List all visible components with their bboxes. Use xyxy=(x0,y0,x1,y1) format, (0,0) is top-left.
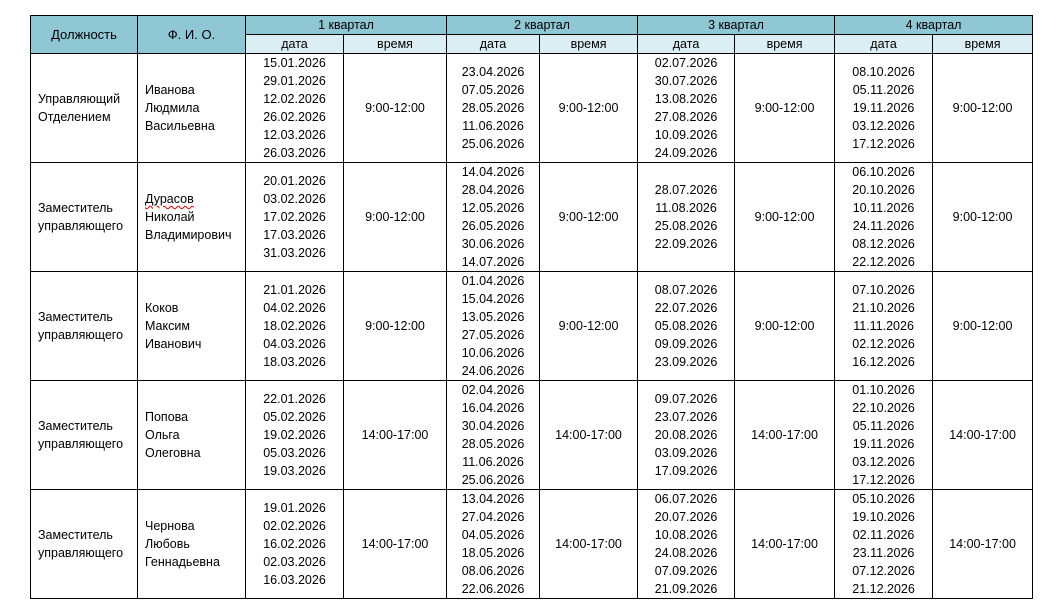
date-value: 11.11.2026 xyxy=(853,319,914,333)
patronymic: Геннадьевна xyxy=(145,555,220,569)
time-cell-q2: 9:00-12:00 xyxy=(540,54,638,163)
date-value: 23.04.2026 xyxy=(461,65,525,79)
date-value: 22.09.2026 xyxy=(654,237,718,251)
header-row-quarters xyxy=(31,16,1033,35)
date-value: 05.08.2026 xyxy=(654,319,718,333)
dates-cell-q2 xyxy=(447,490,540,599)
date-value: 19.01.2026 xyxy=(263,501,326,515)
date-value: 20.07.2026 xyxy=(654,510,718,524)
time-cell-q4: 9:00-12:00 xyxy=(933,272,1033,381)
header-date-q1: дата xyxy=(246,35,344,54)
date-value: 20.01.2026 xyxy=(263,174,326,188)
date-value: 03.12.2026 xyxy=(852,119,915,133)
date-value: 27.04.2026 xyxy=(461,510,525,524)
dates-cell-q3 xyxy=(638,490,735,599)
dates-cell-q1 xyxy=(246,272,344,381)
time-cell-q3: 9:00-12:00 xyxy=(735,163,835,272)
date-value: 11.06.2026 xyxy=(462,455,524,469)
position-cell xyxy=(31,163,138,272)
date-value: 19.10.2026 xyxy=(852,510,915,524)
first-name: Максим xyxy=(145,319,190,333)
surname: Иванова xyxy=(145,83,195,97)
fio-cell xyxy=(138,54,246,163)
header-date-q2: дата xyxy=(447,35,540,54)
time-cell-q2: 14:00-17:00 xyxy=(540,381,638,490)
date-value: 19.02.2026 xyxy=(263,428,326,442)
position-line: управляющего xyxy=(38,219,124,233)
date-value: 14.07.2026 xyxy=(461,255,525,269)
date-value: 15.01.2026 xyxy=(263,56,326,70)
position-line: Заместитель xyxy=(38,528,113,542)
date-value: 02.07.2026 xyxy=(654,56,718,70)
date-value: 23.09.2026 xyxy=(654,355,718,369)
patronymic: Васильевна xyxy=(145,119,215,133)
date-value: 05.11.2026 xyxy=(852,83,915,97)
time-cell-q1: 14:00-17:00 xyxy=(344,381,447,490)
dates-cell-q2 xyxy=(447,163,540,272)
date-value: 23.11.2026 xyxy=(852,546,915,560)
date-value: 21.09.2026 xyxy=(654,582,718,596)
date-value: 28.07.2026 xyxy=(654,183,718,197)
date-value: 13.05.2026 xyxy=(461,310,525,324)
header-quarter-4: 4 квартал xyxy=(835,16,1033,35)
date-value: 25.06.2026 xyxy=(461,137,525,151)
table-header xyxy=(31,16,1033,54)
date-value: 12.02.2026 xyxy=(263,92,326,106)
header-date-q3: дата xyxy=(638,35,735,54)
date-value: 13.04.2026 xyxy=(461,492,525,506)
date-value: 30.06.2026 xyxy=(461,237,525,251)
first-name: Любовь xyxy=(145,537,190,551)
date-value: 07.09.2026 xyxy=(654,564,718,578)
dates-cell-q2 xyxy=(447,272,540,381)
surname: Попова xyxy=(145,410,189,424)
fio-cell xyxy=(138,490,246,599)
date-value: 23.07.2026 xyxy=(654,410,718,424)
position-line: управляющего xyxy=(38,437,124,451)
dates-cell-q1 xyxy=(246,54,344,163)
date-value: 04.02.2026 xyxy=(263,301,326,315)
date-value: 17.02.2026 xyxy=(263,210,326,224)
date-value: 22.06.2026 xyxy=(461,582,525,596)
date-value: 07.10.2026 xyxy=(852,283,915,297)
date-value: 02.02.2026 xyxy=(263,519,326,533)
header-quarter-1: 1 квартал xyxy=(246,16,447,35)
date-value: 30.07.2026 xyxy=(654,74,718,88)
date-value: 07.12.2026 xyxy=(852,564,915,578)
date-value: 31.03.2026 xyxy=(263,246,326,260)
date-value: 13.08.2026 xyxy=(654,92,718,106)
dates-cell-q3 xyxy=(638,272,735,381)
date-value: 22.10.2026 xyxy=(852,401,915,415)
date-value: 27.05.2026 xyxy=(461,328,525,342)
dates-cell-q4 xyxy=(835,381,933,490)
date-value: 16.12.2026 xyxy=(852,355,915,369)
time-cell-q2: 14:00-17:00 xyxy=(540,490,638,599)
time-cell-q1: 14:00-17:00 xyxy=(344,490,447,599)
date-value: 04.05.2026 xyxy=(461,528,525,542)
fio-cell xyxy=(138,272,246,381)
date-value: 01.04.2026 xyxy=(461,274,525,288)
position-cell xyxy=(31,490,138,599)
date-value: 25.08.2026 xyxy=(654,219,718,233)
first-name: Ольга xyxy=(145,428,180,442)
position-line: управляющего xyxy=(38,328,124,342)
header-time-q2: время xyxy=(540,35,638,54)
date-value: 08.10.2026 xyxy=(852,65,915,79)
header-fio: Ф. И. О. xyxy=(138,16,246,54)
patronymic: Иванович xyxy=(145,337,202,351)
dates-cell-q3 xyxy=(638,54,735,163)
date-value: 08.07.2026 xyxy=(654,283,718,297)
date-value: 18.02.2026 xyxy=(263,319,326,333)
date-value: 10.11.2026 xyxy=(852,201,915,215)
date-value: 26.03.2026 xyxy=(263,146,326,160)
date-value: 10.06.2026 xyxy=(461,346,525,360)
time-cell-q4: 9:00-12:00 xyxy=(933,54,1033,163)
date-value: 05.03.2026 xyxy=(263,446,326,460)
table-row xyxy=(31,272,1033,381)
date-value: 11.08.2026 xyxy=(655,201,717,215)
date-value: 12.05.2026 xyxy=(461,201,525,215)
header-position: Должность xyxy=(31,16,138,54)
date-value: 08.12.2026 xyxy=(852,237,915,251)
header-quarter-3: 3 квартал xyxy=(638,16,835,35)
dates-cell-q1 xyxy=(246,381,344,490)
date-value: 18.03.2026 xyxy=(263,355,326,369)
surname: Коков xyxy=(145,301,179,315)
date-value: 22.01.2026 xyxy=(263,392,326,406)
date-value: 19.11.2026 xyxy=(852,101,915,115)
date-value: 20.10.2026 xyxy=(852,183,915,197)
date-value: 16.04.2026 xyxy=(461,401,525,415)
date-value: 19.11.2026 xyxy=(852,437,915,451)
fio-cell xyxy=(138,163,246,272)
table-row xyxy=(31,54,1033,163)
table-row xyxy=(31,490,1033,599)
date-value: 05.11.2026 xyxy=(852,419,915,433)
header-time-q3: время xyxy=(735,35,835,54)
time-cell-q1: 9:00-12:00 xyxy=(344,272,447,381)
patronymic: Олеговна xyxy=(145,446,201,460)
dates-cell-q4 xyxy=(835,272,933,381)
table-body xyxy=(31,54,1033,599)
date-value: 26.05.2026 xyxy=(461,219,525,233)
date-value: 01.10.2026 xyxy=(852,383,915,397)
header-time-q1: время xyxy=(344,35,447,54)
dates-cell-q2 xyxy=(447,54,540,163)
dates-cell-q1 xyxy=(246,490,344,599)
date-value: 19.03.2026 xyxy=(263,464,326,478)
date-value: 09.09.2026 xyxy=(654,337,718,351)
date-value: 29.01.2026 xyxy=(263,74,326,88)
surname: Чернова xyxy=(145,519,195,533)
schedule-table xyxy=(30,15,1033,599)
date-value: 10.08.2026 xyxy=(654,528,718,542)
date-value: 21.12.2026 xyxy=(852,582,915,596)
dates-cell-q1 xyxy=(246,163,344,272)
date-value: 25.06.2026 xyxy=(461,473,525,487)
date-value: 26.02.2026 xyxy=(263,110,326,124)
time-cell-q1: 9:00-12:00 xyxy=(344,163,447,272)
date-value: 14.04.2026 xyxy=(461,165,525,179)
header-date-q4: дата xyxy=(835,35,933,54)
date-value: 28.05.2026 xyxy=(461,437,525,451)
dates-cell-q3 xyxy=(638,163,735,272)
date-value: 17.03.2026 xyxy=(263,228,326,242)
date-value: 15.04.2026 xyxy=(461,292,525,306)
dates-cell-q4 xyxy=(835,163,933,272)
position-cell xyxy=(31,272,138,381)
time-cell-q3: 14:00-17:00 xyxy=(735,381,835,490)
fio-cell xyxy=(138,381,246,490)
date-value: 24.09.2026 xyxy=(654,146,718,160)
date-value: 18.05.2026 xyxy=(461,546,525,560)
date-value: 12.03.2026 xyxy=(263,128,326,142)
position-line: Управляющий xyxy=(38,92,121,106)
date-value: 03.02.2026 xyxy=(263,192,326,206)
date-value: 27.08.2026 xyxy=(654,110,718,124)
position-line: Отделением xyxy=(38,110,111,124)
date-value: 24.06.2026 xyxy=(461,364,525,378)
date-value: 11.06.2026 xyxy=(462,119,524,133)
date-value: 17.12.2026 xyxy=(852,137,915,151)
dates-cell-q4 xyxy=(835,54,933,163)
position-line: Заместитель xyxy=(38,310,113,324)
time-cell-q3: 14:00-17:00 xyxy=(735,490,835,599)
date-value: 16.02.2026 xyxy=(263,537,326,551)
date-value: 05.10.2026 xyxy=(852,492,915,506)
position-line: Заместитель xyxy=(38,419,113,433)
position-cell xyxy=(31,54,138,163)
date-value: 08.06.2026 xyxy=(461,564,525,578)
date-value: 22.07.2026 xyxy=(654,301,718,315)
patronymic: Владимирович xyxy=(145,228,232,242)
time-cell-q2: 9:00-12:00 xyxy=(540,163,638,272)
time-cell-q4: 14:00-17:00 xyxy=(933,381,1033,490)
date-value: 02.12.2026 xyxy=(852,337,915,351)
surname: Дурасов xyxy=(145,192,194,206)
date-value: 20.08.2026 xyxy=(654,428,718,442)
date-value: 30.04.2026 xyxy=(461,419,525,433)
dates-cell-q3 xyxy=(638,381,735,490)
date-value: 10.09.2026 xyxy=(654,128,718,142)
date-value: 28.05.2026 xyxy=(461,101,525,115)
table-row xyxy=(31,163,1033,272)
first-name: Николай xyxy=(145,210,195,224)
time-cell-q4: 14:00-17:00 xyxy=(933,490,1033,599)
dates-cell-q2 xyxy=(447,381,540,490)
date-value: 22.12.2026 xyxy=(852,255,915,269)
date-value: 06.07.2026 xyxy=(654,492,718,506)
date-value: 09.07.2026 xyxy=(654,392,718,406)
date-value: 02.03.2026 xyxy=(263,555,326,569)
date-value: 02.04.2026 xyxy=(461,383,525,397)
first-name: Людмила xyxy=(145,101,200,115)
time-cell-q2: 9:00-12:00 xyxy=(540,272,638,381)
header-time-q4: время xyxy=(933,35,1033,54)
header-quarter-2: 2 квартал xyxy=(447,16,638,35)
date-value: 17.12.2026 xyxy=(852,473,915,487)
date-value: 03.12.2026 xyxy=(852,455,915,469)
time-cell-q3: 9:00-12:00 xyxy=(735,272,835,381)
date-value: 24.11.2026 xyxy=(852,219,915,233)
date-value: 21.10.2026 xyxy=(852,301,915,315)
time-cell-q1: 9:00-12:00 xyxy=(344,54,447,163)
date-value: 06.10.2026 xyxy=(852,165,915,179)
position-line: Заместитель xyxy=(38,201,113,215)
date-value: 04.03.2026 xyxy=(263,337,326,351)
date-value: 05.02.2026 xyxy=(263,410,326,424)
date-value: 07.05.2026 xyxy=(461,83,525,97)
table-row xyxy=(31,381,1033,490)
time-cell-q4: 9:00-12:00 xyxy=(933,163,1033,272)
date-value: 21.01.2026 xyxy=(263,283,326,297)
time-cell-q3: 9:00-12:00 xyxy=(735,54,835,163)
date-value: 24.08.2026 xyxy=(654,546,718,560)
position-line: управляющего xyxy=(38,546,124,560)
date-value: 17.09.2026 xyxy=(654,464,718,478)
position-cell xyxy=(31,381,138,490)
date-value: 16.03.2026 xyxy=(263,573,326,587)
date-value: 03.09.2026 xyxy=(654,446,718,460)
date-value: 28.04.2026 xyxy=(461,183,525,197)
dates-cell-q4 xyxy=(835,490,933,599)
date-value: 02.11.2026 xyxy=(852,528,915,542)
